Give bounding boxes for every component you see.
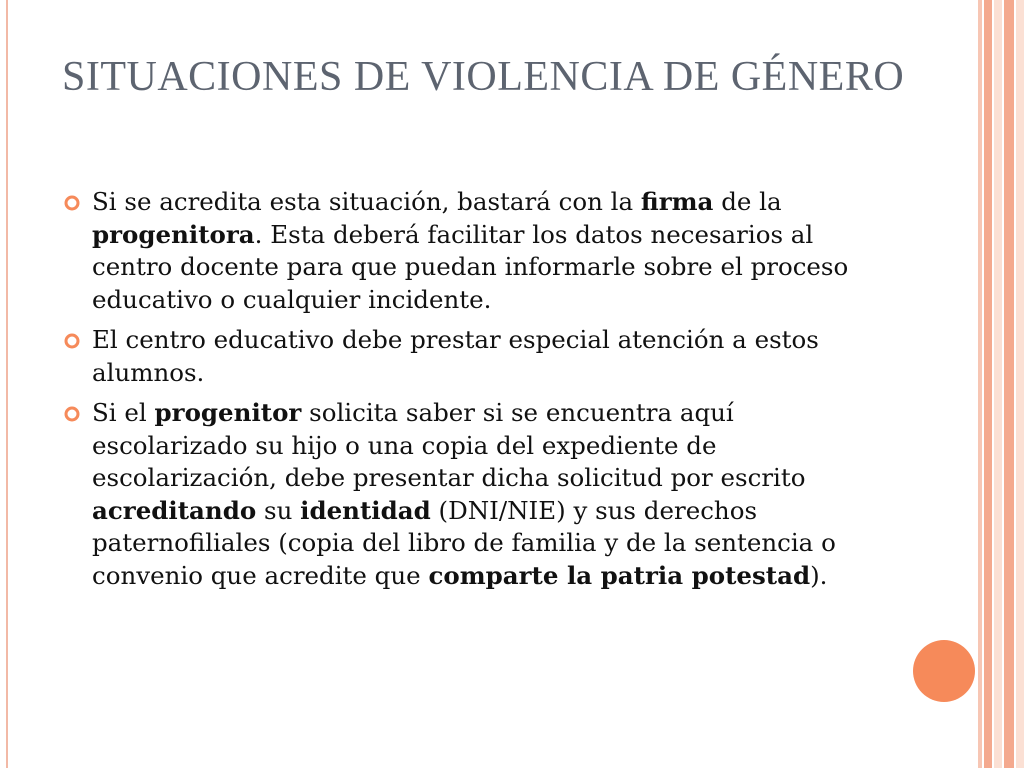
decorative-stripe	[1004, 0, 1014, 768]
decorative-circle	[913, 640, 975, 702]
bullet-list	[62, 186, 892, 600]
ring-bullet-icon	[64, 195, 80, 211]
bold-text: comparte la patria potestad	[428, 560, 811, 590]
bullet-text: de la	[713, 187, 782, 216]
bullet-item	[62, 397, 892, 592]
bold-text: acreditando	[92, 495, 257, 525]
ring-bullet-icon	[64, 406, 80, 422]
slide-title: SITUACIONES DE VIOLENCIA DE GÉNERO	[62, 54, 905, 100]
bullet-text: solicita saber si se encuentra aquí escolarizado su hijo o una copia del expediente de escolarización, debe presentar dicha solicitud por escrito	[92, 398, 806, 492]
bold-text: firma	[640, 187, 714, 216]
decorative-stripe	[984, 0, 992, 768]
bullet-text: Si se acredita esta situación, bastará con la	[92, 187, 641, 216]
bullet-text: ).	[810, 560, 828, 590]
decorative-stripe	[978, 0, 982, 768]
ring-bullet-icon	[64, 333, 80, 349]
left-border-line	[6, 0, 8, 768]
bullet-text: (DNI/NIE) y sus derechos paternofiliales (copia del libro de familia y de la sentencia o convenio que acredite que	[92, 495, 836, 590]
decorative-stripe	[994, 0, 1002, 768]
bullet-item	[62, 324, 892, 389]
decorative-stripe	[1016, 0, 1024, 768]
bold-text: progenitora	[92, 219, 255, 249]
bold-text: progenitor	[154, 398, 302, 427]
bullet-item	[62, 186, 892, 316]
bullet-text: su	[256, 495, 301, 525]
bullet-text: . Esta deberá facilitar los datos necesarios al centro docente para que puedan informarle sobre el proceso educativo o cualquier incidente.	[92, 219, 849, 314]
bold-text: identidad	[300, 495, 431, 525]
bullet-text: Si el	[92, 398, 155, 427]
bullet-text: El centro educativo debe prestar especial atención a estos alumnos.	[92, 325, 819, 387]
